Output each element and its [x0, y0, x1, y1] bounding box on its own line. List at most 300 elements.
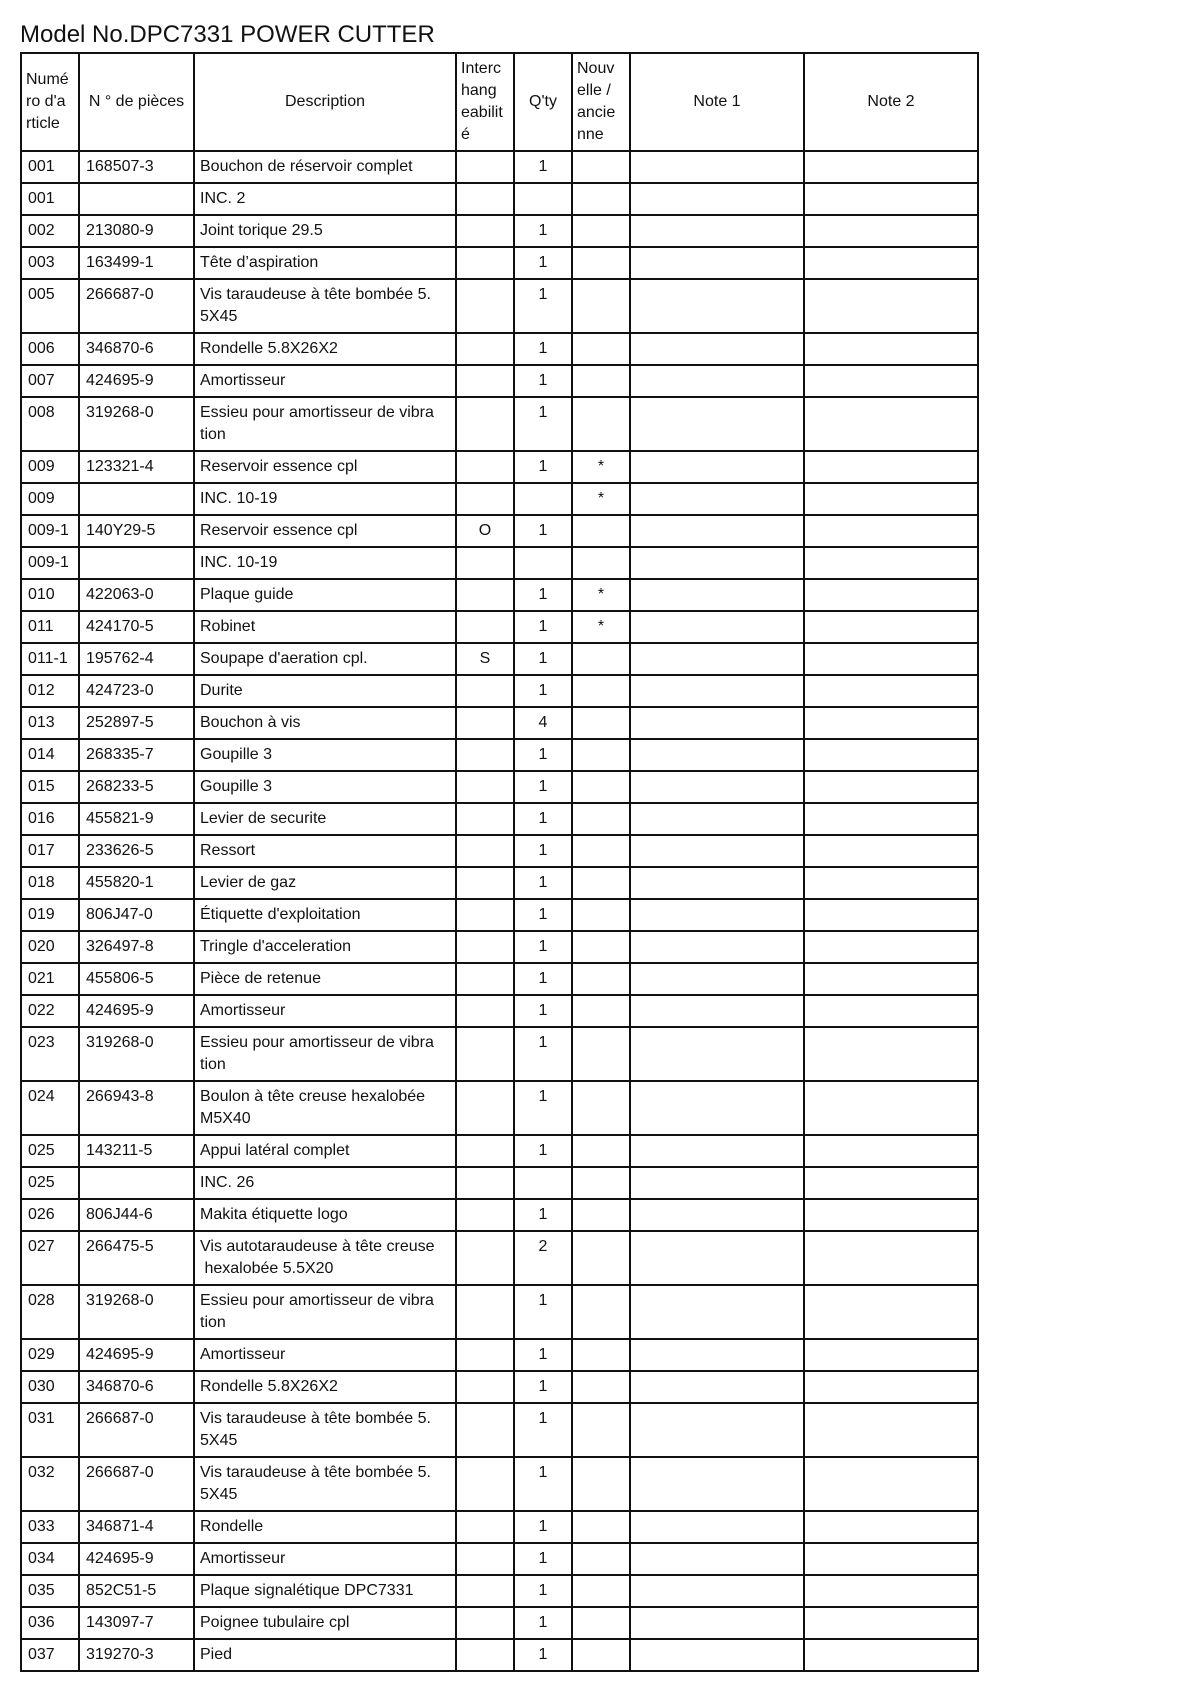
cell-part-no: 266687-0 — [79, 1403, 194, 1457]
cell-qty: 1 — [514, 151, 572, 183]
cell-item-no: 007 — [21, 365, 79, 397]
cell-description — [194, 1457, 456, 1511]
cell-note-2 — [804, 215, 978, 247]
cell-item-no: 023 — [21, 1027, 79, 1081]
table-row — [21, 397, 978, 451]
cell-item-no: 006 — [21, 333, 79, 365]
cell-new-old — [572, 931, 630, 963]
cell-item-no: 009-1 — [21, 515, 79, 547]
header-interchangeability: Interc hang eabilit é — [456, 53, 514, 151]
parts-table — [20, 52, 979, 1672]
header-new-old: Nouv elle / ancie nne — [572, 53, 630, 151]
cell-part-no: 424695-9 — [79, 995, 194, 1027]
cell-item-no: 009 — [21, 451, 79, 483]
table-row — [21, 1639, 978, 1671]
cell-part-no: 195762-4 — [79, 643, 194, 675]
cell-note-2 — [804, 803, 978, 835]
cell-description — [194, 279, 456, 333]
cell-new-old — [572, 1511, 630, 1543]
cell-item-no: 025 — [21, 1167, 79, 1199]
cell-new-old — [572, 1135, 630, 1167]
table-row — [21, 515, 978, 547]
cell-new-old — [572, 397, 630, 451]
cell-part-no: 143211-5 — [79, 1135, 194, 1167]
cell-note-2 — [804, 547, 978, 579]
cell-qty — [514, 483, 572, 515]
cell-description — [194, 1339, 456, 1371]
cell-new-old — [572, 1339, 630, 1371]
cell-new-old — [572, 333, 630, 365]
cell-part-no: 424695-9 — [79, 1339, 194, 1371]
cell-item-no: 034 — [21, 1543, 79, 1575]
cell-new-old — [572, 1027, 630, 1081]
cell-qty: 1 — [514, 867, 572, 899]
cell-note-2 — [804, 1081, 978, 1135]
cell-interchangeability — [456, 247, 514, 279]
cell-interchangeability: S — [456, 643, 514, 675]
cell-new-old — [572, 739, 630, 771]
cell-new-old — [572, 835, 630, 867]
cell-interchangeability — [456, 365, 514, 397]
cell-new-old — [572, 183, 630, 215]
cell-description — [194, 515, 456, 547]
description-line: Levier de securite — [200, 810, 327, 827]
cell-note-2 — [804, 707, 978, 739]
table-row — [21, 739, 978, 771]
table-row — [21, 1575, 978, 1607]
description-line: Pièce de retenue — [200, 970, 321, 987]
page-title: Model No.DPC7331 POWER CUTTER — [20, 21, 435, 48]
description-line: Durite — [200, 682, 243, 699]
cell-new-old — [572, 1081, 630, 1135]
cell-new-old: * — [572, 611, 630, 643]
cell-note-1 — [630, 1135, 804, 1167]
table-row — [21, 995, 978, 1027]
cell-description — [194, 547, 456, 579]
table-row — [21, 183, 978, 215]
cell-description — [194, 803, 456, 835]
cell-qty: 1 — [514, 1403, 572, 1457]
cell-new-old — [572, 365, 630, 397]
cell-note-2 — [804, 1543, 978, 1575]
cell-qty: 1 — [514, 515, 572, 547]
cell-note-2 — [804, 835, 978, 867]
description-line: 5X45 — [200, 1486, 238, 1503]
cell-note-2 — [804, 579, 978, 611]
cell-description — [194, 835, 456, 867]
cell-part-no: 266687-0 — [79, 1457, 194, 1511]
cell-new-old — [572, 643, 630, 675]
cell-item-no: 032 — [21, 1457, 79, 1511]
description-line: Vis taraudeuse à tête bombée 5. — [200, 1410, 431, 1427]
description-line: Levier de gaz — [200, 874, 297, 891]
cell-qty — [514, 1167, 572, 1199]
cell-part-no: 424695-9 — [79, 365, 194, 397]
cell-interchangeability — [456, 931, 514, 963]
cell-interchangeability — [456, 1543, 514, 1575]
cell-description — [194, 333, 456, 365]
cell-qty — [514, 547, 572, 579]
table-row — [21, 1231, 978, 1285]
description-line: tion — [200, 1314, 226, 1331]
cell-part-no: 346870-6 — [79, 333, 194, 365]
cell-note-1 — [630, 1639, 804, 1671]
table-row — [21, 931, 978, 963]
cell-qty: 1 — [514, 739, 572, 771]
cell-item-no: 027 — [21, 1231, 79, 1285]
cell-qty: 1 — [514, 1027, 572, 1081]
cell-description — [194, 675, 456, 707]
cell-new-old — [572, 995, 630, 1027]
table-row — [21, 835, 978, 867]
cell-part-no: 326497-8 — [79, 931, 194, 963]
description-line: Rondelle 5.8X26X2 — [200, 340, 338, 357]
cell-note-2 — [804, 867, 978, 899]
cell-part-no: 346870-6 — [79, 1371, 194, 1403]
table-row — [21, 1285, 978, 1339]
cell-note-1 — [630, 579, 804, 611]
cell-part-no — [79, 183, 194, 215]
cell-note-2 — [804, 333, 978, 365]
table-row — [21, 1511, 978, 1543]
cell-qty: 1 — [514, 1199, 572, 1231]
cell-note-2 — [804, 1167, 978, 1199]
description-line: Boulon à tête creuse hexalobée — [200, 1088, 426, 1105]
cell-description — [194, 1543, 456, 1575]
description-line: Appui latéral complet — [200, 1142, 350, 1159]
table-row — [21, 279, 978, 333]
cell-item-no: 021 — [21, 963, 79, 995]
cell-item-no: 031 — [21, 1403, 79, 1457]
cell-interchangeability — [456, 771, 514, 803]
cell-new-old — [572, 279, 630, 333]
cell-interchangeability — [456, 215, 514, 247]
cell-description — [194, 1231, 456, 1285]
cell-part-no — [79, 1167, 194, 1199]
cell-qty: 1 — [514, 611, 572, 643]
cell-note-2 — [804, 611, 978, 643]
cell-note-2 — [804, 397, 978, 451]
cell-interchangeability — [456, 1339, 514, 1371]
cell-interchangeability — [456, 1457, 514, 1511]
cell-description — [194, 151, 456, 183]
cell-qty: 1 — [514, 397, 572, 451]
cell-item-no: 036 — [21, 1607, 79, 1639]
cell-note-1 — [630, 183, 804, 215]
cell-interchangeability — [456, 333, 514, 365]
cell-item-no: 011-1 — [21, 643, 79, 675]
cell-interchangeability — [456, 183, 514, 215]
cell-note-1 — [630, 215, 804, 247]
header-qty: Q'ty — [514, 53, 572, 151]
cell-description — [194, 1511, 456, 1543]
cell-description — [194, 1167, 456, 1199]
cell-note-1 — [630, 365, 804, 397]
table-row — [21, 365, 978, 397]
cell-qty: 2 — [514, 1231, 572, 1285]
cell-note-1 — [630, 1543, 804, 1575]
description-line: Rondelle — [200, 1518, 264, 1535]
cell-interchangeability — [456, 1027, 514, 1081]
cell-note-2 — [804, 1285, 978, 1339]
cell-part-no — [79, 547, 194, 579]
cell-description — [194, 707, 456, 739]
table-row — [21, 483, 978, 515]
cell-description — [194, 483, 456, 515]
cell-part-no: 806J47-0 — [79, 899, 194, 931]
cell-description — [194, 899, 456, 931]
table-row — [21, 1081, 978, 1135]
cell-part-no: 455820-1 — [79, 867, 194, 899]
cell-new-old: * — [572, 451, 630, 483]
cell-note-2 — [804, 247, 978, 279]
cell-interchangeability — [456, 547, 514, 579]
cell-qty: 1 — [514, 1607, 572, 1639]
cell-note-1 — [630, 739, 804, 771]
cell-new-old — [572, 899, 630, 931]
cell-item-no: 015 — [21, 771, 79, 803]
cell-note-1 — [630, 1457, 804, 1511]
header-part-no: N ° de pièces — [79, 53, 194, 151]
cell-qty: 1 — [514, 963, 572, 995]
cell-part-no: 266943-8 — [79, 1081, 194, 1135]
table-row — [21, 1543, 978, 1575]
description-line: Essieu pour amortisseur de vibra — [200, 1034, 434, 1051]
cell-new-old — [572, 1231, 630, 1285]
cell-description — [194, 1081, 456, 1135]
description-line: Étiquette d'exploitation — [200, 906, 361, 923]
cell-description — [194, 1371, 456, 1403]
cell-new-old — [572, 247, 630, 279]
cell-note-2 — [804, 771, 978, 803]
cell-note-2 — [804, 1027, 978, 1081]
cell-item-no: 003 — [21, 247, 79, 279]
table-row — [21, 1167, 978, 1199]
cell-note-1 — [630, 279, 804, 333]
description-line: Vis autotaraudeuse à tête creuse — [200, 1238, 435, 1255]
table-row — [21, 333, 978, 365]
cell-qty: 1 — [514, 365, 572, 397]
cell-new-old — [572, 1639, 630, 1671]
cell-new-old — [572, 867, 630, 899]
header-note-2: Note 2 — [804, 53, 978, 151]
table-row — [21, 1199, 978, 1231]
cell-description — [194, 397, 456, 451]
cell-note-1 — [630, 1511, 804, 1543]
cell-interchangeability — [456, 1199, 514, 1231]
cell-new-old — [572, 1371, 630, 1403]
cell-description — [194, 1199, 456, 1231]
cell-part-no: 424170-5 — [79, 611, 194, 643]
cell-part-no: 163499-1 — [79, 247, 194, 279]
description-line: tion — [200, 1056, 226, 1073]
description-line: 5X45 — [200, 308, 238, 325]
description-line: Soupape d'aeration cpl. — [200, 650, 368, 667]
cell-note-2 — [804, 365, 978, 397]
cell-part-no: 266475-5 — [79, 1231, 194, 1285]
cell-item-no: 001 — [21, 151, 79, 183]
cell-description — [194, 1285, 456, 1339]
description-line: Vis taraudeuse à tête bombée 5. — [200, 286, 431, 303]
description-line: Amortisseur — [200, 1550, 286, 1567]
cell-note-1 — [630, 1081, 804, 1135]
cell-note-1 — [630, 547, 804, 579]
cell-part-no: 455806-5 — [79, 963, 194, 995]
table-row — [21, 643, 978, 675]
description-line: Reservoir essence cpl — [200, 522, 358, 539]
cell-interchangeability — [456, 835, 514, 867]
cell-interchangeability — [456, 1575, 514, 1607]
cell-new-old — [572, 963, 630, 995]
table-row — [21, 707, 978, 739]
cell-description — [194, 1403, 456, 1457]
description-line: Ressort — [200, 842, 256, 859]
cell-note-1 — [630, 771, 804, 803]
description-line: Tringle d'acceleration — [200, 938, 351, 955]
cell-note-2 — [804, 995, 978, 1027]
parts-table-body — [21, 151, 978, 1671]
cell-part-no: 252897-5 — [79, 707, 194, 739]
table-row — [21, 963, 978, 995]
cell-note-1 — [630, 835, 804, 867]
cell-item-no: 037 — [21, 1639, 79, 1671]
table-row — [21, 1403, 978, 1457]
cell-item-no: 029 — [21, 1339, 79, 1371]
description-line: Poignee tubulaire cpl — [200, 1614, 350, 1631]
cell-qty: 1 — [514, 1135, 572, 1167]
cell-qty: 1 — [514, 899, 572, 931]
description-line: Amortisseur — [200, 372, 286, 389]
cell-description — [194, 995, 456, 1027]
cell-item-no: 035 — [21, 1575, 79, 1607]
cell-new-old — [572, 1403, 630, 1457]
cell-new-old — [572, 1285, 630, 1339]
cell-note-1 — [630, 707, 804, 739]
cell-note-2 — [804, 1639, 978, 1671]
cell-item-no: 002 — [21, 215, 79, 247]
cell-description — [194, 739, 456, 771]
cell-new-old — [572, 515, 630, 547]
cell-new-old — [572, 1575, 630, 1607]
table-row — [21, 579, 978, 611]
cell-item-no: 016 — [21, 803, 79, 835]
cell-note-1 — [630, 483, 804, 515]
cell-note-2 — [804, 151, 978, 183]
cell-item-no: 001 — [21, 183, 79, 215]
description-line: INC. 26 — [200, 1174, 255, 1191]
cell-note-1 — [630, 1607, 804, 1639]
header-row — [21, 53, 978, 151]
cell-qty: 1 — [514, 279, 572, 333]
cell-part-no: 852C51-5 — [79, 1575, 194, 1607]
cell-interchangeability — [456, 611, 514, 643]
cell-part-no: 268233-5 — [79, 771, 194, 803]
cell-new-old — [572, 1543, 630, 1575]
cell-note-1 — [630, 515, 804, 547]
cell-item-no: 005 — [21, 279, 79, 333]
table-row — [21, 1607, 978, 1639]
cell-description — [194, 867, 456, 899]
cell-note-1 — [630, 611, 804, 643]
cell-qty: 1 — [514, 215, 572, 247]
cell-part-no: 319268-0 — [79, 1285, 194, 1339]
cell-part-no: 319268-0 — [79, 1027, 194, 1081]
cell-note-2 — [804, 1403, 978, 1457]
cell-interchangeability — [456, 1607, 514, 1639]
cell-new-old — [572, 707, 630, 739]
cell-note-2 — [804, 1339, 978, 1371]
cell-interchangeability — [456, 451, 514, 483]
cell-qty: 1 — [514, 1081, 572, 1135]
table-row — [21, 215, 978, 247]
cell-interchangeability — [456, 1167, 514, 1199]
description-line: INC. 10-19 — [200, 554, 278, 571]
cell-item-no: 011 — [21, 611, 79, 643]
cell-interchangeability — [456, 1285, 514, 1339]
cell-item-no: 014 — [21, 739, 79, 771]
cell-note-2 — [804, 279, 978, 333]
cell-part-no — [79, 483, 194, 515]
cell-qty — [514, 183, 572, 215]
cell-note-1 — [630, 151, 804, 183]
cell-part-no: 455821-9 — [79, 803, 194, 835]
cell-description — [194, 611, 456, 643]
description-line: Goupille 3 — [200, 746, 273, 763]
cell-note-2 — [804, 1511, 978, 1543]
description-line: Joint torique 29.5 — [200, 222, 323, 239]
cell-note-2 — [804, 899, 978, 931]
cell-new-old — [572, 771, 630, 803]
cell-note-2 — [804, 643, 978, 675]
table-row — [21, 771, 978, 803]
table-row — [21, 1457, 978, 1511]
cell-note-1 — [630, 1371, 804, 1403]
cell-description — [194, 771, 456, 803]
cell-item-no: 012 — [21, 675, 79, 707]
cell-new-old — [572, 151, 630, 183]
cell-note-1 — [630, 1027, 804, 1081]
cell-qty: 1 — [514, 931, 572, 963]
cell-part-no: 422063-0 — [79, 579, 194, 611]
cell-note-1 — [630, 247, 804, 279]
cell-description — [194, 247, 456, 279]
cell-note-2 — [804, 1231, 978, 1285]
cell-interchangeability — [456, 1639, 514, 1671]
cell-item-no: 017 — [21, 835, 79, 867]
cell-part-no: 143097-7 — [79, 1607, 194, 1639]
cell-interchangeability — [456, 483, 514, 515]
table-row — [21, 867, 978, 899]
description-line: Amortisseur — [200, 1002, 286, 1019]
description-line: Robinet — [200, 618, 256, 635]
cell-description — [194, 215, 456, 247]
cell-qty: 1 — [514, 1639, 572, 1671]
table-row — [21, 1371, 978, 1403]
cell-description — [194, 1575, 456, 1607]
cell-item-no: 008 — [21, 397, 79, 451]
cell-interchangeability — [456, 963, 514, 995]
table-row — [21, 803, 978, 835]
cell-part-no: 806J44-6 — [79, 1199, 194, 1231]
cell-qty: 1 — [514, 1511, 572, 1543]
cell-interchangeability — [456, 1231, 514, 1285]
cell-note-1 — [630, 995, 804, 1027]
cell-note-1 — [630, 397, 804, 451]
description-line: Rondelle 5.8X26X2 — [200, 1378, 338, 1395]
cell-note-1 — [630, 963, 804, 995]
cell-new-old — [572, 1607, 630, 1639]
description-line: Reservoir essence cpl — [200, 458, 358, 475]
